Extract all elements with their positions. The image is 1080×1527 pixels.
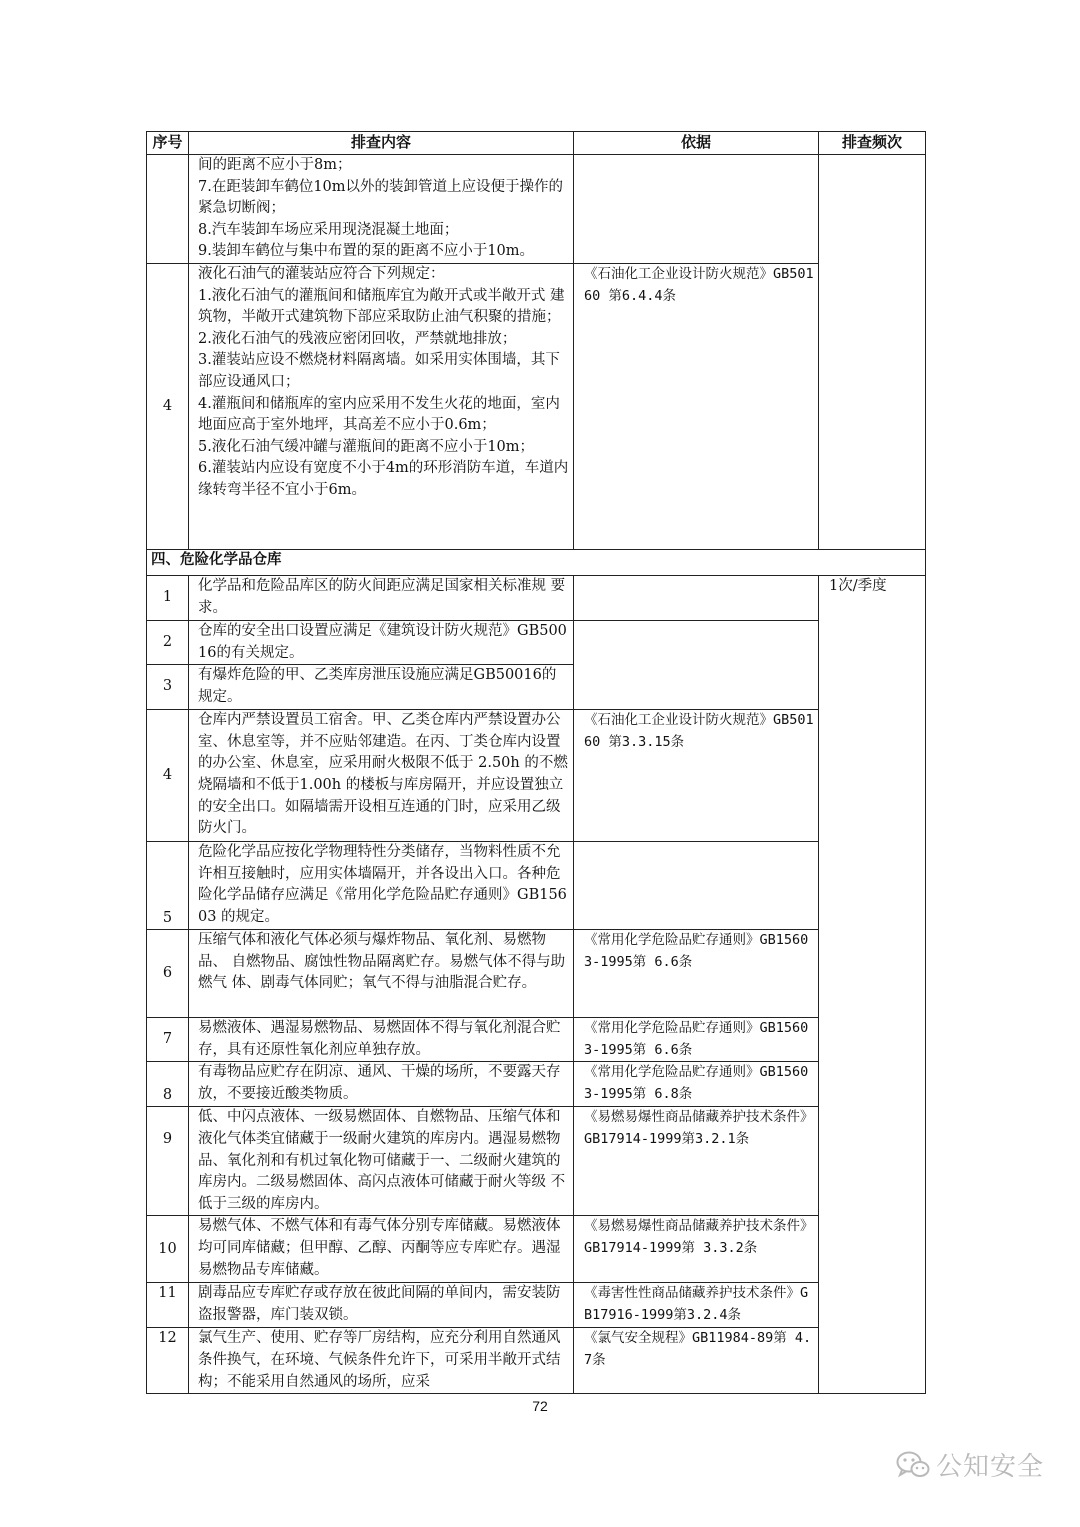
row-basis: 《石油化工企业设计防火规范》GB50160 第6.4.4条 bbox=[574, 264, 819, 550]
row-content: 间的距离不应小于8m； 7.在距装卸车鹤位10m以外的装卸管道上应设便于操作的紧急切断阀； 8.汽车装卸车场应采用现浇混凝土地面； 9.装卸车鹤位与集中布置的泵的距离不应小于10m。 bbox=[189, 155, 574, 264]
table-row bbox=[147, 1062, 926, 1107]
header-inspection-content: 排查内容 bbox=[189, 132, 574, 155]
row-basis: 《易燃易爆性商品储藏养护技术条件》GB17914-1999第3.2.1条 bbox=[574, 1107, 819, 1216]
section-row bbox=[147, 550, 926, 576]
row-content: 剧毒品应专库贮存或存放在彼此间隔的单间内，需安装防盗报警器，库门装双锁。 bbox=[189, 1283, 574, 1328]
row-number: 10 bbox=[147, 1216, 189, 1283]
header-frequency: 排查频次 bbox=[819, 132, 926, 155]
row-frequency bbox=[819, 155, 926, 550]
row-number: 11 bbox=[147, 1283, 189, 1328]
row-content: 易燃液体、遇湿易燃物品、易燃固体不得与氧化剂混合贮 存，具有还原性氧化剂应单独存放。 bbox=[189, 1018, 574, 1062]
row-basis bbox=[574, 621, 819, 710]
row-number: 5 bbox=[147, 842, 189, 930]
page-number: 72 bbox=[532, 1398, 548, 1414]
row-frequency: 1次/季度 bbox=[819, 576, 926, 1394]
table-row bbox=[147, 1328, 926, 1394]
row-number: 2 bbox=[147, 621, 189, 665]
row-number: 12 bbox=[147, 1328, 189, 1394]
table-row bbox=[147, 576, 926, 621]
row-basis: 《常用化学危险品贮存通则》GB15603-1995第 6.6条 bbox=[574, 930, 819, 1018]
table-row bbox=[147, 264, 926, 550]
wechat-icon bbox=[896, 1451, 930, 1479]
row-basis: 《石油化工企业设计防火规范》GB50160 第3.3.15条 bbox=[574, 710, 819, 842]
row-number: 6 bbox=[147, 930, 189, 1018]
row-content: 仓库内严禁设置员工宿舍。甲、乙类仓库内严禁设置办公室、休息室等，并不应贴邻建造。在丙、丁类仓库内设置的办公室、休息室，应采用耐火极限不低于 2.50h 的不燃烧隔墙和不低于1.00h 的楼板与库房隔开，并应设置独立的安全出口。如隔墙需开设相互连通的门时，应采用乙级防火门。 bbox=[189, 710, 574, 842]
row-basis: 《常用化学危险品贮存通则》GB15603-1995第 6.6条 bbox=[574, 1018, 819, 1062]
table-row bbox=[147, 930, 926, 1018]
row-number: 9 bbox=[147, 1107, 189, 1216]
row-basis bbox=[574, 842, 819, 930]
row-content: 化学品和危险品库区的防火间距应满足国家相关标准规 要求。 bbox=[189, 576, 574, 621]
row-number: 1 bbox=[147, 576, 189, 621]
row-content: 易燃气体、不燃气体和有毒气体分别专库储藏。易燃液体均可同库储藏；但甲醇、乙醇、丙酮等应专库贮存。遇湿易燃物品专库储藏。 bbox=[189, 1216, 574, 1283]
row-content: 危险化学品应按化学物理特性分类储存，当物料性质不允许相互接触时，应用实体墙隔开，并各设出入口。各种危险化学品储存应满足《常用化学危险品贮存通则》GB15603 的规定。 bbox=[189, 842, 574, 930]
row-number: 4 bbox=[147, 710, 189, 842]
table-header-row bbox=[147, 132, 926, 155]
row-basis: 《毒害性性商品储藏养护技术条件》GB17916-1999第3.2.4条 bbox=[574, 1283, 819, 1328]
row-content: 低、中闪点液体、一级易燃固体、自燃物品、压缩气体和液化气体类宜储藏于一级耐火建筑的库房内。遇湿易燃物品、氧化剂和有机过氧化物可储藏于一、二级耐火建筑的库房内。二级易燃固体、高闪点液体可储藏于耐火等级 不低于三级的库房内。 bbox=[189, 1107, 574, 1216]
table-row bbox=[147, 621, 926, 665]
row-basis: 《氯气安全规程》GB11984-89第 4.7条 bbox=[574, 1328, 819, 1394]
row-content: 有毒物品应贮存在阴凉、通风、干燥的场所，不要露天存 放，不要接近酸类物质。 bbox=[189, 1062, 574, 1107]
watermark bbox=[896, 1446, 1044, 1483]
header-basis: 依据 bbox=[574, 132, 819, 155]
row-number: 8 bbox=[147, 1062, 189, 1107]
row-basis: 《易燃易爆性商品储藏养护技术条件》GB17914-1999第 3.3.2条 bbox=[574, 1216, 819, 1283]
row-basis: 《常用化学危险品贮存通则》GB15603-1995第 6.8条 bbox=[574, 1062, 819, 1107]
table-row bbox=[147, 1018, 926, 1062]
inspection-table bbox=[146, 131, 926, 1394]
section-title: 四、危险化学品仓库 bbox=[147, 550, 926, 576]
header-serial-no: 序号 bbox=[147, 132, 189, 155]
row-number: 3 bbox=[147, 665, 189, 710]
row-basis bbox=[574, 576, 819, 621]
table-row bbox=[147, 842, 926, 930]
row-content: 液化石油气的灌装站应符合下列规定： 1.液化石油气的灌瓶间和储瓶库宜为敞开式或半敞开式 建筑物，半敞开式建筑物下部应采取防止油气积聚的措施； 2.液化石油气的残液应密闭回收，严禁就地排放； 3.灌装站应设不燃烧材料隔离墙。如采用实体围墙，其下部应设通风口； 4.灌瓶间和储瓶库的室内应采用不发生火花的地面，室内地面应高于室外地坪，其高差不应小于0.6m； 5.液化石油气缓冲罐与灌瓶间的距离不应小于10m； 6.灌装站内应设有宽度不小于4m的环形消防车道，车道内缘转弯半径不宜小于6m。 bbox=[189, 264, 574, 550]
row-number: 7 bbox=[147, 1018, 189, 1062]
table-row bbox=[147, 1216, 926, 1283]
row-content: 氯气生产、使用、贮存等厂房结构，应充分利用自然通风 条件换气，在环境、气候条件允许下，可采用半敞开式结 构；不能采用自然通风的场所，应采 bbox=[189, 1328, 574, 1394]
table-row bbox=[147, 710, 926, 842]
row-content: 有爆炸危险的甲、乙类库房泄压设施应满足GB50016的规定。 bbox=[189, 665, 574, 710]
row-content: 压缩气体和液化气体必须与爆炸物品、氧化剂、易燃物品、 自燃物品、腐蚀性物品隔离贮存。易燃气体不得与助燃气 体、剧毒气体同贮；氧气不得与油脂混合贮存。 bbox=[189, 930, 574, 1018]
watermark-text: 公知安全 bbox=[935, 1452, 1044, 1482]
row-number bbox=[147, 155, 189, 264]
row-basis bbox=[574, 155, 819, 264]
row-number: 4 bbox=[147, 264, 189, 550]
row-content: 仓库的安全出口设置应满足《建筑设计防火规范》GB50016的有关规定。 bbox=[189, 621, 574, 665]
table-row bbox=[147, 1107, 926, 1216]
table-row bbox=[147, 155, 926, 264]
table-row bbox=[147, 1283, 926, 1328]
